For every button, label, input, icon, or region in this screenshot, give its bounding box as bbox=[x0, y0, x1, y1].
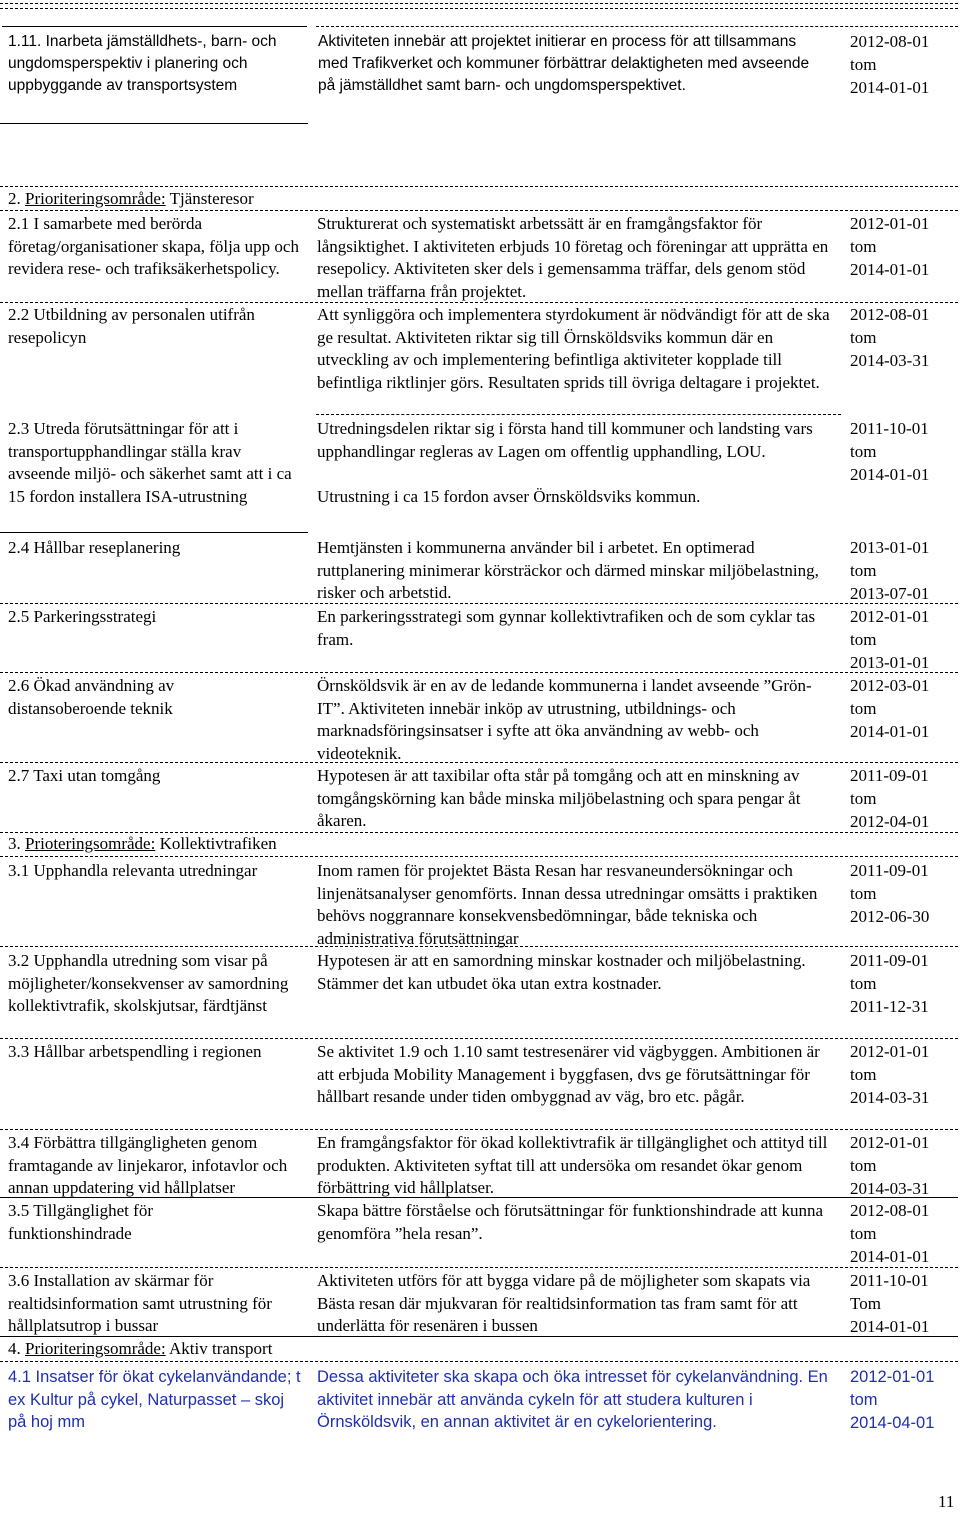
date-from: 2012-01-01 bbox=[850, 214, 930, 233]
activity-cell: 2.7 Taxi utan tomgång bbox=[8, 766, 161, 785]
separator bbox=[0, 1361, 958, 1362]
activity-cell: 3.6 Installation av skärmar för realtidsinformation samt utrustning för hållplatsutrop i bussar bbox=[8, 1271, 272, 1336]
date-separator: tom bbox=[850, 328, 877, 347]
date-from: 2011-09-01 bbox=[850, 861, 929, 880]
activity-cell: 2.2 Utbildning av personalen utifrån resepolicyn bbox=[8, 305, 255, 347]
date-to: 2014-03-31 bbox=[850, 1088, 930, 1107]
separator bbox=[0, 1336, 958, 1337]
separator bbox=[316, 26, 958, 27]
date-from: 2012-01-01 bbox=[850, 607, 930, 626]
activity-cell: 2.5 Parkeringsstrategi bbox=[8, 607, 157, 626]
separator bbox=[0, 856, 958, 857]
date-from: 2011-09-01 bbox=[850, 766, 929, 785]
date-separator: tom bbox=[850, 1224, 877, 1243]
page-number: 11 bbox=[938, 1492, 955, 1511]
section-heading bbox=[8, 1338, 272, 1361]
date-separator: tom bbox=[850, 1391, 878, 1409]
separator bbox=[0, 946, 958, 947]
date-from: 2011-10-01 bbox=[850, 419, 929, 438]
separator bbox=[0, 302, 958, 303]
date-from: 2012-01-01 bbox=[850, 1133, 930, 1152]
heading-number: 3. bbox=[8, 834, 21, 853]
date-to: 2014-04-01 bbox=[850, 1414, 935, 1432]
heading-number: 2. bbox=[8, 189, 21, 208]
separator bbox=[2, 26, 307, 27]
description-cell: Hypotesen är att en samordning minskar kostnader och miljöbelastning. Stämmer det kan utbudet öka utan extra kostnader. bbox=[317, 951, 806, 993]
date-to: 2011-12-31 bbox=[850, 997, 929, 1016]
activity-cell: 2.4 Hållbar reseplanering bbox=[8, 538, 181, 557]
date-from: 2012-01-01 bbox=[850, 1368, 935, 1386]
date-to: 2012-04-01 bbox=[850, 812, 930, 831]
separator bbox=[0, 3, 958, 4]
activity-cell: 3.1 Upphandla relevanta utredningar bbox=[8, 861, 258, 880]
heading-title: Aktiv transport bbox=[169, 1339, 273, 1358]
description-cell: Strukturerat och systematiskt arbetssätt är en framgångsfaktor för långsiktighet. I aktiviteten erbjuds 10 företag och föreningar att upprätta en resepolicy. Aktiviteten sker dels i gemensamma träffar, dels genom stöd mellan träffarna från projektet. bbox=[317, 214, 829, 302]
heading-label: Prioriteringsområde: bbox=[25, 1339, 166, 1358]
description-cell: Utredningsdelen riktar sig i första hand till kommuner och landsting vars upphandlingar regleras av Lagen om offentlig upphandling, LOU. bbox=[317, 419, 813, 461]
date-to: 2014-03-31 bbox=[850, 1179, 930, 1198]
date-to: 2013-07-01 bbox=[850, 584, 930, 603]
date-from: 2011-09-01 bbox=[850, 951, 929, 970]
date-separator: tom bbox=[850, 789, 877, 808]
separator bbox=[0, 123, 308, 124]
activity-cell: 2.1 I samarbete med berörda företag/organisationer skapa, följa upp och revidera rese- och trafiksäkerhetspolicy. bbox=[8, 214, 299, 279]
separator bbox=[0, 1197, 958, 1198]
date-separator: Tom bbox=[850, 1294, 881, 1313]
date-to: 2014-01-01 bbox=[850, 465, 930, 484]
date-to: 2014-03-31 bbox=[850, 351, 930, 370]
description-cell: Hypotesen är att taxibilar ofta står på tomgång och att en minskning av tomgångskörning kan både minska miljöbelastning och spara pengar åt åkaren. bbox=[317, 766, 801, 831]
date-separator: tom bbox=[850, 699, 877, 718]
separator bbox=[0, 603, 958, 604]
separator bbox=[0, 532, 308, 533]
separator bbox=[0, 762, 958, 763]
date-to: 2014-01-01 bbox=[850, 1247, 930, 1266]
description-cell: Se aktivitet 1.9 och 1.10 samt testresenärer vid vägbyggen. Ambitionen är att erbjuda Mobility Management i byggfasen, dvs ge förutsättningar för hållbart resande under tiden ombyggnad av väg, bro etc. pågår. bbox=[317, 1042, 820, 1107]
date-from: 2012-08-01 bbox=[850, 32, 930, 51]
activity-cell: 1.11. Inarbeta jämställdhets-, barn- och ungdomsperspektiv i planering och uppbyggande av transportsystem bbox=[8, 33, 277, 94]
date-from: 2013-01-01 bbox=[850, 538, 930, 557]
section-heading bbox=[8, 833, 277, 856]
date-to: 2014-01-01 bbox=[850, 722, 930, 741]
description-cell: Utrustning i ca 15 fordon avser Örnsköldsviks kommun. bbox=[317, 487, 701, 506]
date-separator: tom bbox=[850, 561, 877, 580]
date-to: 2014-01-01 bbox=[850, 1317, 930, 1336]
description-cell: Örnsköldsvik är en av de ledande kommunerna i landet avseende ”Grön-IT”. Aktiviteten innebär inköp av utrustning, utbildnings- och marknadsföringsinsatser i syfte att öka användning av webb- och videoteknik. bbox=[317, 676, 812, 764]
activity-cell: 3.4 Förbättra tillgängligheten genom framtagande av linjekaror, infotavlor och annan uppdatering vid hållplatser bbox=[8, 1133, 288, 1198]
date-from: 2012-01-01 bbox=[850, 1042, 930, 1061]
description-cell: Aktiviteten utförs för att bygga vidare på de möjligheter som skapats via Bästa resan där mjukvaran för realtidsinformation tas fram samt för att underlätta för resenären i bussen bbox=[317, 1271, 811, 1336]
date-separator: tom bbox=[850, 55, 877, 74]
separator bbox=[0, 186, 958, 187]
heading-label: Prioriteringsområde: bbox=[25, 189, 166, 208]
activity-cell: 2.3 Utreda förutsättningar för att i transportupphandlingar ställa krav avseende miljö- och säkerhet samt att i ca 15 fordon installera ISA-utrustning bbox=[8, 419, 292, 507]
date-from: 2011-10-01 bbox=[850, 1271, 929, 1290]
date-separator: tom bbox=[850, 442, 877, 461]
separator bbox=[0, 672, 958, 673]
description-cell: Hemtjänsten i kommunerna använder bil i arbetet. En optimerad ruttplanering minimerar körsträckor och därmed minskar miljöbelastning, risker och arbetstid. bbox=[317, 538, 819, 603]
heading-number: 4. bbox=[8, 1339, 21, 1358]
description-cell: Skapa bättre förståelse och förutsättningar för funktionshindrade att kunna genomföra ”hela resan”. bbox=[317, 1201, 824, 1243]
section-heading bbox=[8, 188, 254, 211]
date-to: 2014-01-01 bbox=[850, 78, 930, 97]
separator bbox=[316, 414, 841, 415]
date-from: 2012-03-01 bbox=[850, 676, 930, 695]
activity-cell: 4.1 Insatser för ökat cykelanvändande; t ex Kultur på cykel, Naturpasset – skoj på hoj mm bbox=[8, 1368, 301, 1432]
description-cell: Att synliggöra och implementera styrdokument är nödvändigt för att de ska ge resultat. Aktiviteten riktar sig till Örnsköldsviks kommun där en utveckling av och implementering befintliga aktiviteter kopplade till befintliga riktlinjer görs. Resultaten sprids till övriga deltagare i projektet. bbox=[317, 305, 830, 393]
date-separator: tom bbox=[850, 884, 877, 903]
date-separator: tom bbox=[850, 974, 877, 993]
date-from: 2012-08-01 bbox=[850, 1201, 930, 1220]
date-separator: tom bbox=[850, 237, 877, 256]
description-cell: Dessa aktiviteter ska skapa och öka intresset för cykelanvändning. En aktivitet innebär att använda cykeln för att studera kulturen i Örnsköldsvik, en annan aktivitet är en cykelorientering. bbox=[317, 1368, 828, 1432]
separator bbox=[0, 8, 958, 9]
date-separator: tom bbox=[850, 1156, 877, 1175]
separator bbox=[0, 210, 958, 211]
date-separator: tom bbox=[850, 630, 877, 649]
description-cell: En framgångsfaktor för ökad kollektivtrafik är tillgänglighet och attityd till produkten. Aktiviteten syftat till att undersöka om resandet ökar genom förbättring vid hållplatser. bbox=[317, 1133, 828, 1198]
date-separator: tom bbox=[850, 1065, 877, 1084]
date-to: 2012-06-30 bbox=[850, 907, 930, 926]
heading-label: Prioteringsområde: bbox=[25, 834, 156, 853]
separator bbox=[0, 1267, 958, 1268]
date-to: 2013-01-01 bbox=[850, 653, 930, 672]
activity-cell: 3.2 Upphandla utredning som visar på möjligheter/konsekvenser av samordning kollektivtrafik, skolskjutsar, färdtjänst bbox=[8, 951, 289, 1016]
description-cell: En parkeringsstrategi som gynnar kollektivtrafiken och de som cyklar tas fram. bbox=[317, 607, 816, 649]
description-cell: Inom ramen för projektet Bästa Resan har resvaneundersökningar och linjenätsanalyser genomförts. Innan dessa utredningar omsätts i praktiken behövs noggrannare konsekvensbedömningar, både tekniska och administrativa förutsättningar bbox=[317, 861, 818, 949]
activity-cell: 3.5 Tillgänglighet för funktionshindrade bbox=[8, 1201, 153, 1243]
date-to: 2014-01-01 bbox=[850, 260, 930, 279]
description-cell: Aktiviteten innebär att projektet initierar en process för att tillsammans med Trafikverket och kommuner förbättrar delaktigheten med avseende på jämställdhet samt barn- och ungdomsperspektivet. bbox=[318, 33, 810, 94]
heading-title: Kollektivtrafiken bbox=[159, 834, 277, 853]
separator bbox=[0, 1129, 958, 1130]
separator bbox=[0, 1038, 958, 1039]
activity-cell: 3.3 Hållbar arbetspendling i regionen bbox=[8, 1042, 262, 1061]
heading-title: Tjänsteresor bbox=[169, 189, 254, 208]
activity-cell: 2.6 Ökad användning av distansoberoende teknik bbox=[8, 676, 175, 718]
date-from: 2012-08-01 bbox=[850, 305, 930, 324]
